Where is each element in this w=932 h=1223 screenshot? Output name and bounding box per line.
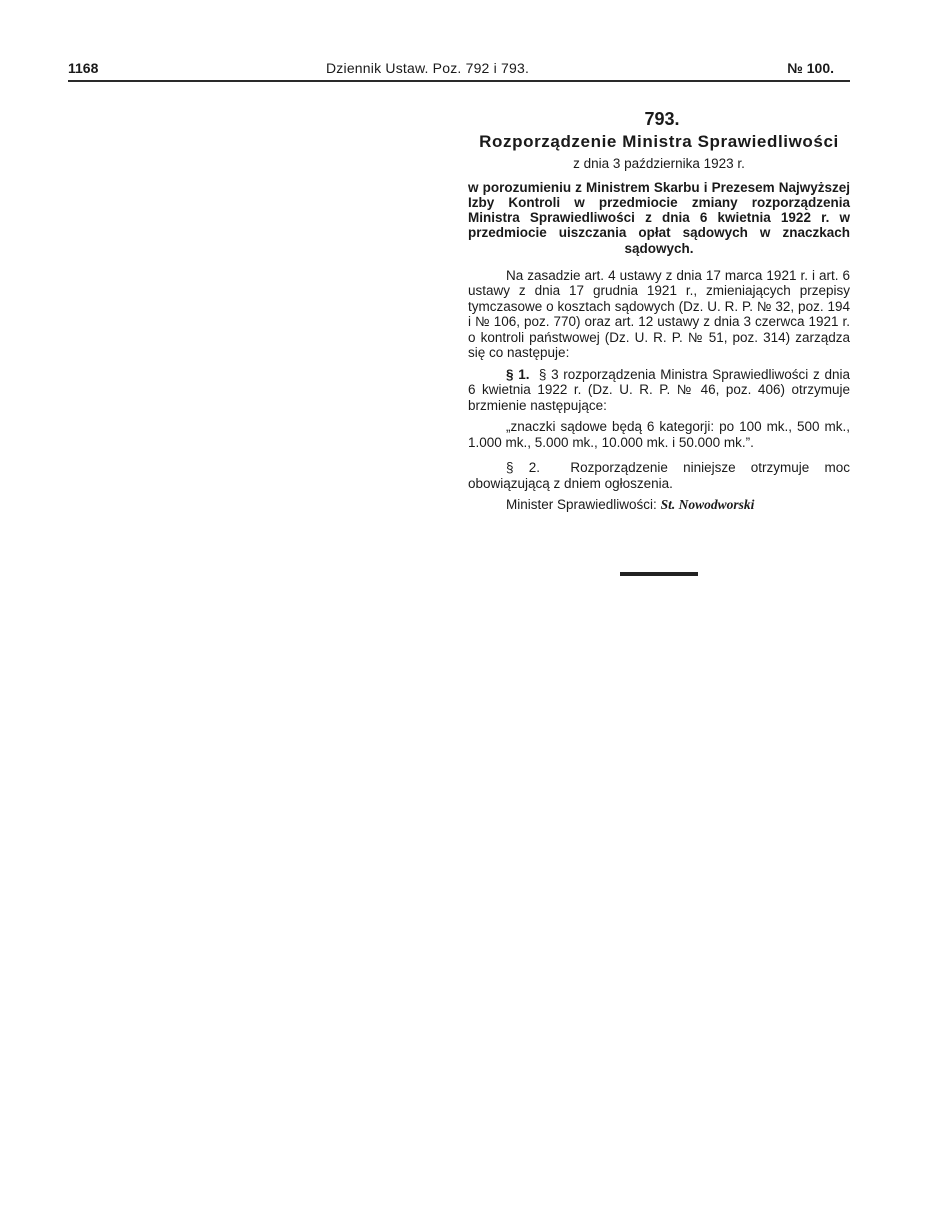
issue-number: № 100.	[787, 60, 834, 76]
section-2-text: Rozporządzenie niniejsze otrzymuje moc obowiązującą z dniem ogłoszenia.	[468, 460, 850, 491]
end-rule	[620, 572, 698, 576]
act-subject: w porozumieniu z Ministrem Skarbu i Prezesem Najwyższej Izby Kontroli w przedmiocie zmiany rozporządzenia Ministra Sprawiedliwości z dnia 6 kwietnia 1922 r. w przedmiocie uiszczania opłat sądowych w znaczkach sądowych.	[468, 179, 850, 256]
page-number: 1168	[68, 60, 99, 76]
section-1-text: § 3 rozporządzenia Ministra Sprawiedliwości z dnia 6 kwietnia 1922 r. (Dz. U. R. P. № 46, poz. 406) otrzymuje brzmienie następujące:	[468, 366, 850, 413]
section-1-quote: „znaczki sądowe będą 6 kategorji: po 100 mk., 500 mk., 1.000 mk., 5.000 mk., 10.000 mk. i 50.000 mk.”.	[468, 419, 850, 450]
signature-role: Minister Sprawiedliwości:	[506, 497, 657, 513]
section-2-label: § 2.	[506, 460, 540, 476]
act-column	[468, 109, 850, 513]
signature-name: St. Nowodworski	[660, 497, 755, 513]
page-header	[68, 58, 850, 80]
act-number: 793.	[644, 109, 680, 129]
signature-line	[506, 497, 850, 513]
section-1-label: § 1.	[506, 366, 530, 382]
act-date: z dnia 3 października 1923 r.	[573, 156, 745, 171]
act-title: Rozporządzenie Ministra Sprawiedliwości	[479, 131, 839, 151]
journal-title: Dziennik Ustaw. Poz. 792 i 793.	[326, 60, 530, 76]
section-1-paragraph	[468, 367, 850, 414]
preamble-paragraph: Na zasadzie art. 4 ustawy z dnia 17 marca 1921 r. i art. 6 ustawy z dnia 17 grudnia 1921 r., zmieniających przepisy tymczasowe o kosztach sądowych (Dz. U. R. P. № 32, poz. 194 i № 106, poz. 770) oraz art. 12 ustawy z dnia 3 czerwca 1921 r. o kontroli państwowej (Dz. U. R. P. № 51, poz. 314) zarządza się co następuje:	[468, 267, 850, 361]
header-rule	[68, 80, 850, 82]
section-2-paragraph	[468, 460, 850, 491]
